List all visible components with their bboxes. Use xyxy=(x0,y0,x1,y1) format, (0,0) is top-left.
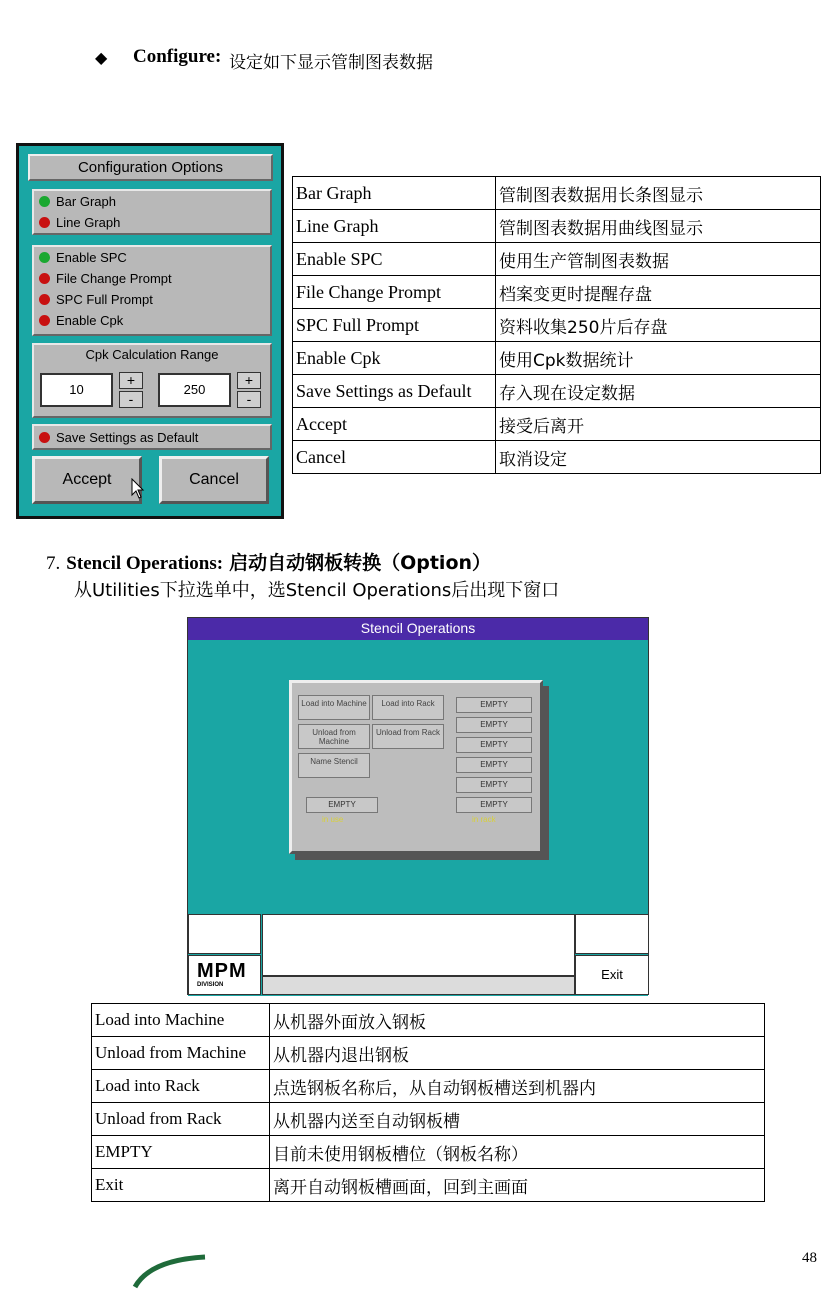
unload-from-machine-button[interactable]: Unload from Machine xyxy=(298,724,370,749)
term-cell: Accept xyxy=(293,408,496,441)
spc-options-group xyxy=(32,245,272,336)
section-7-description: 从Utilities下拉选单中，选Stencil Operations后出现下窗口 xyxy=(74,580,560,601)
load-into-rack-button[interactable]: Load into Rack xyxy=(372,695,444,720)
table-row xyxy=(92,1136,765,1169)
machine-slot[interactable]: EMPTY xyxy=(306,797,378,813)
rack-slot-2[interactable]: EMPTY xyxy=(456,717,532,733)
rack-slot-5[interactable]: EMPTY xyxy=(456,777,532,793)
definition-cell: 从机器外面放入钢板 xyxy=(270,1004,765,1037)
config-definitions-table xyxy=(292,176,821,474)
rack-slot-caption: in rack xyxy=(472,815,496,824)
toggle-on-icon xyxy=(39,252,50,263)
term-cell: Line Graph xyxy=(293,210,496,243)
table-row xyxy=(293,309,821,342)
definition-cell: 使用生产管制图表数据 xyxy=(496,243,821,276)
blank-cell-left xyxy=(188,914,261,954)
section-7-heading: 7. Stencil Operations: 启动自动钢板转换（Option） xyxy=(46,552,492,574)
term-cell: SPC Full Prompt xyxy=(293,309,496,342)
term-cell: Cancel xyxy=(293,441,496,474)
term-cell: EMPTY xyxy=(92,1136,270,1169)
cpk-min-field[interactable]: 10 xyxy=(40,373,113,407)
definition-cell: 使用Cpk数据统计 xyxy=(496,342,821,375)
definition-cell: 点选钢板名称后，从自动钢板槽送到机器内 xyxy=(270,1070,765,1103)
term-cell: Save Settings as Default xyxy=(293,375,496,408)
cpk-range-caption: Cpk Calculation Range xyxy=(85,347,219,362)
definition-cell: 资料收集250片后存盘 xyxy=(496,309,821,342)
definition-cell: 存入现在设定数据 xyxy=(496,375,821,408)
table-row xyxy=(293,375,821,408)
table-row xyxy=(293,177,821,210)
rack-slot-3[interactable]: EMPTY xyxy=(456,737,532,753)
definition-cell: 接受后离开 xyxy=(496,408,821,441)
machine-slot-caption: in use xyxy=(322,815,344,824)
radio-off-icon xyxy=(39,217,50,228)
accept-button[interactable]: Accept xyxy=(32,456,142,504)
term-cell: Exit xyxy=(92,1169,270,1202)
rack-slot-4[interactable]: EMPTY xyxy=(456,757,532,773)
term-cell: Enable SPC xyxy=(293,243,496,276)
option-enable-spc[interactable]: Enable SPC xyxy=(34,247,270,268)
panel-title: Configuration Options xyxy=(28,154,273,181)
definition-cell: 档案变更时提醒存盘 xyxy=(496,276,821,309)
term-cell: Enable Cpk xyxy=(293,342,496,375)
term-cell: Load into Rack xyxy=(92,1070,270,1103)
table-row xyxy=(293,210,821,243)
term-cell: Load into Machine xyxy=(92,1004,270,1037)
name-stencil-button[interactable]: Name Stencil xyxy=(298,753,370,778)
status-strip xyxy=(262,976,575,995)
table-row xyxy=(293,243,821,276)
table-row xyxy=(92,1103,765,1136)
definition-cell: 离开自动钢板槽画面，回到主画面 xyxy=(270,1169,765,1202)
radio-on-icon xyxy=(39,196,50,207)
stencil-operations-window xyxy=(187,617,649,995)
toggle-off-icon xyxy=(39,432,50,443)
configuration-options-panel xyxy=(16,143,284,519)
definition-cell: 管制图表数据用曲线图显示 xyxy=(496,210,821,243)
message-area xyxy=(262,914,575,976)
toggle-off-icon xyxy=(39,294,50,305)
option-spc-full-prompt[interactable]: SPC Full Prompt xyxy=(34,289,270,310)
definition-cell: 管制图表数据用长条图显示 xyxy=(496,177,821,210)
rack-slot-1[interactable]: EMPTY xyxy=(456,697,532,713)
table-row xyxy=(92,1037,765,1070)
cpk-min-minus-button[interactable]: - xyxy=(119,391,143,408)
definition-cell: 从机器内送至自动钢板槽 xyxy=(270,1103,765,1136)
option-file-change-prompt[interactable]: File Change Prompt xyxy=(34,268,270,289)
option-enable-cpk[interactable]: Enable Cpk xyxy=(34,310,270,331)
option-bar-graph[interactable]: Bar Graph xyxy=(34,191,270,212)
blank-cell-right xyxy=(575,914,649,954)
toggle-off-icon xyxy=(39,273,50,284)
toggle-off-icon xyxy=(39,315,50,326)
mpm-logo: MPM DIVISION xyxy=(188,955,261,995)
definition-cell: 取消设定 xyxy=(496,441,821,474)
term-cell: Bar Graph xyxy=(293,177,496,210)
definition-cell: 目前未使用钢板槽位（钢板名称） xyxy=(270,1136,765,1169)
term-cell: Unload from Machine xyxy=(92,1037,270,1070)
cpk-range-group xyxy=(32,343,272,418)
diamond-bullet-icon: ◆ xyxy=(95,48,108,67)
cpk-max-field[interactable]: 250 xyxy=(158,373,231,407)
exit-button[interactable]: Exit xyxy=(575,955,649,995)
cpk-max-minus-button[interactable]: - xyxy=(237,391,261,408)
footer-logo-swoosh-icon xyxy=(130,1252,210,1292)
graph-type-group xyxy=(32,189,272,235)
cancel-button[interactable]: Cancel xyxy=(159,456,269,504)
table-row xyxy=(293,276,821,309)
page-number: 48 xyxy=(802,1250,817,1266)
mouse-cursor-icon xyxy=(131,478,145,500)
unload-from-rack-button[interactable]: Unload from Rack xyxy=(372,724,444,749)
stencil-definitions-table xyxy=(91,1003,765,1202)
window-title-bar: Stencil Operations xyxy=(188,618,648,640)
stencil-control-panel xyxy=(289,680,543,854)
window-bottom-bar xyxy=(188,914,648,996)
cpk-min-plus-button[interactable]: + xyxy=(119,372,143,389)
table-row xyxy=(293,441,821,474)
definition-cell: 从机器内退出钢板 xyxy=(270,1037,765,1070)
table-row xyxy=(293,342,821,375)
option-save-default[interactable]: Save Settings as Default xyxy=(34,427,270,448)
load-into-machine-button[interactable]: Load into Machine xyxy=(298,695,370,720)
configure-label: Configure: xyxy=(133,46,222,67)
configure-description: 设定如下显示管制图表数据 xyxy=(229,53,433,73)
table-row xyxy=(92,1070,765,1103)
rack-slot-6[interactable]: EMPTY xyxy=(456,797,532,813)
table-row xyxy=(92,1169,765,1202)
term-cell: Unload from Rack xyxy=(92,1103,270,1136)
table-row xyxy=(92,1004,765,1037)
save-default-group xyxy=(32,424,272,450)
cpk-max-plus-button[interactable]: + xyxy=(237,372,261,389)
table-row xyxy=(293,408,821,441)
option-line-graph[interactable]: Line Graph xyxy=(34,212,270,233)
term-cell: File Change Prompt xyxy=(293,276,496,309)
